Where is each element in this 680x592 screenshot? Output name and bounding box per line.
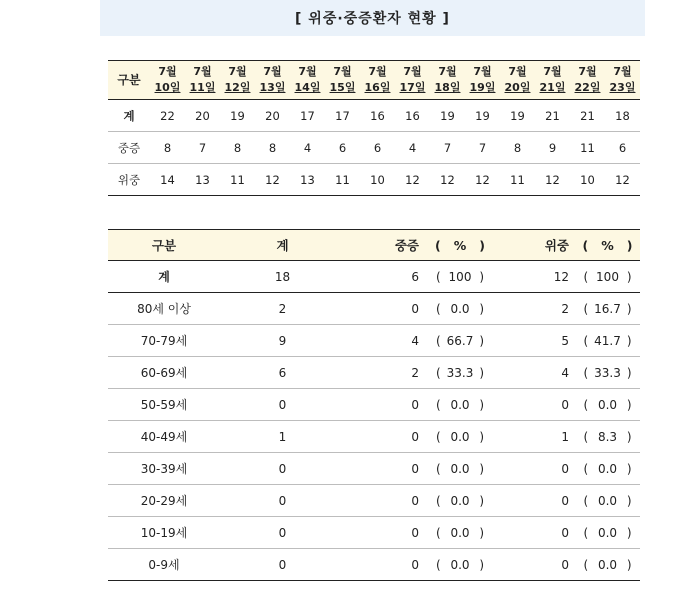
pct-close: ) bbox=[479, 269, 484, 284]
date-month: 7월 bbox=[263, 65, 282, 78]
pct-close: ) bbox=[479, 429, 484, 444]
daily-date-header bbox=[185, 61, 220, 100]
date-month: 7월 bbox=[578, 65, 597, 78]
daily-cell: 6 bbox=[325, 132, 360, 164]
age-category: 0-9세 bbox=[108, 549, 220, 581]
date-month: 7월 bbox=[333, 65, 352, 78]
date-month: 7월 bbox=[403, 65, 422, 78]
pct-value: 0.0 bbox=[450, 493, 470, 508]
date-day: 15일 bbox=[329, 81, 356, 94]
daily-cell: 12 bbox=[430, 164, 465, 196]
daily-date-header bbox=[325, 61, 360, 100]
age-critical: 5 bbox=[495, 325, 575, 357]
daily-cell: 12 bbox=[605, 164, 640, 196]
pct-value: 0.0 bbox=[597, 493, 618, 508]
pct-open: ( bbox=[583, 461, 589, 476]
daily-cell: 22 bbox=[150, 100, 185, 132]
age-severe: 0 bbox=[345, 389, 425, 421]
page-title bbox=[100, 0, 645, 36]
age-group-table bbox=[108, 229, 640, 581]
age-severe-pct bbox=[425, 485, 495, 517]
age-severe-pct bbox=[425, 261, 495, 293]
age-category: 80세 이상 bbox=[108, 293, 220, 325]
age-severe: 0 bbox=[345, 549, 425, 581]
pct-close: ) bbox=[626, 237, 633, 253]
pct-close: ) bbox=[626, 333, 632, 348]
pct-value: 0.0 bbox=[597, 525, 618, 540]
age-severe: 0 bbox=[345, 453, 425, 485]
pct-open: ( bbox=[436, 397, 441, 412]
age-header-total: 계 bbox=[220, 230, 345, 261]
age-critical-pct bbox=[575, 421, 640, 453]
daily-cell: 7 bbox=[430, 132, 465, 164]
pct-value: 41.7 bbox=[594, 333, 621, 348]
pct-open: ( bbox=[583, 269, 589, 284]
daily-cell: 10 bbox=[570, 164, 605, 196]
age-critical: 2 bbox=[495, 293, 575, 325]
age-header-severe-pct bbox=[425, 230, 495, 261]
daily-cell: 19 bbox=[220, 100, 255, 132]
pct-close: ) bbox=[626, 429, 632, 444]
pct-value: 33.3 bbox=[446, 365, 474, 380]
age-total: 2 bbox=[220, 293, 345, 325]
age-critical-pct bbox=[575, 261, 640, 293]
pct-value: 0.0 bbox=[597, 397, 618, 412]
daily-cell: 17 bbox=[325, 100, 360, 132]
pct-value: 16.7 bbox=[594, 301, 621, 316]
daily-cell: 17 bbox=[290, 100, 325, 132]
pct-value: 0.0 bbox=[450, 557, 470, 572]
daily-date-header bbox=[255, 61, 290, 100]
age-severe-pct bbox=[425, 517, 495, 549]
date-day: 19일 bbox=[469, 81, 496, 94]
date-month: 7월 bbox=[158, 65, 177, 78]
date-month: 7월 bbox=[473, 65, 492, 78]
daily-cell: 20 bbox=[185, 100, 220, 132]
age-row bbox=[108, 549, 640, 581]
age-total: 0 bbox=[220, 517, 345, 549]
age-critical: 1 bbox=[495, 421, 575, 453]
age-row bbox=[108, 517, 640, 549]
age-severe-pct bbox=[425, 325, 495, 357]
pct-close: ) bbox=[479, 301, 484, 316]
date-day: 20일 bbox=[504, 81, 531, 94]
daily-date-header bbox=[220, 61, 255, 100]
pct-open: ( bbox=[436, 301, 441, 316]
pct-value: 8.3 bbox=[597, 429, 618, 444]
daily-cell: 12 bbox=[535, 164, 570, 196]
daily-cell: 21 bbox=[535, 100, 570, 132]
daily-cell: 11 bbox=[220, 164, 255, 196]
age-header-critical-pct bbox=[575, 230, 640, 261]
daily-date-header bbox=[395, 61, 430, 100]
pct-open: ( bbox=[583, 333, 589, 348]
pct-close: ) bbox=[626, 365, 632, 380]
age-severe: 2 bbox=[345, 357, 425, 389]
daily-row-label: 위중 bbox=[108, 164, 150, 196]
age-header-category: 구분 bbox=[108, 230, 220, 261]
daily-date-header bbox=[605, 61, 640, 100]
age-total: 18 bbox=[220, 261, 345, 293]
date-month: 7월 bbox=[298, 65, 317, 78]
pct-open: ( bbox=[583, 397, 589, 412]
pct-open: ( bbox=[583, 365, 589, 380]
age-total: 0 bbox=[220, 549, 345, 581]
age-row bbox=[108, 389, 640, 421]
date-day: 22일 bbox=[574, 81, 601, 94]
pct-close: ) bbox=[626, 301, 632, 316]
pct-value: 100 bbox=[596, 269, 619, 284]
age-total: 9 bbox=[220, 325, 345, 357]
age-total: 0 bbox=[220, 485, 345, 517]
pct-open: ( bbox=[436, 429, 441, 444]
daily-date-header bbox=[465, 61, 500, 100]
daily-date-header bbox=[500, 61, 535, 100]
daily-cell: 12 bbox=[255, 164, 290, 196]
age-severe-pct bbox=[425, 357, 495, 389]
age-row bbox=[108, 357, 640, 389]
age-critical-pct bbox=[575, 549, 640, 581]
daily-cell: 16 bbox=[360, 100, 395, 132]
age-category: 60-69세 bbox=[108, 357, 220, 389]
date-month: 7월 bbox=[543, 65, 562, 78]
daily-cell: 12 bbox=[465, 164, 500, 196]
pct-value: 0.0 bbox=[450, 461, 470, 476]
date-day: 16일 bbox=[364, 81, 391, 94]
age-total: 0 bbox=[220, 389, 345, 421]
daily-cell: 11 bbox=[325, 164, 360, 196]
daily-date-header bbox=[290, 61, 325, 100]
daily-cell: 14 bbox=[150, 164, 185, 196]
daily-cell: 6 bbox=[605, 132, 640, 164]
daily-cell: 9 bbox=[535, 132, 570, 164]
daily-cell: 10 bbox=[360, 164, 395, 196]
date-month: 7월 bbox=[228, 65, 247, 78]
pct-open: ( bbox=[583, 525, 589, 540]
daily-cell: 4 bbox=[395, 132, 430, 164]
age-critical: 0 bbox=[495, 453, 575, 485]
pct-value: 0.0 bbox=[450, 429, 470, 444]
date-month: 7월 bbox=[438, 65, 457, 78]
pct-open: ( bbox=[436, 493, 441, 508]
pct-open: ( bbox=[436, 525, 441, 540]
age-critical-pct bbox=[575, 325, 640, 357]
pct-close: ) bbox=[479, 525, 484, 540]
age-severe: 4 bbox=[345, 325, 425, 357]
date-day: 10일 bbox=[154, 81, 181, 94]
age-severe: 0 bbox=[345, 485, 425, 517]
daily-cell: 6 bbox=[360, 132, 395, 164]
pct-value: 100 bbox=[448, 269, 472, 284]
daily-cell: 8 bbox=[220, 132, 255, 164]
age-total: 6 bbox=[220, 357, 345, 389]
pct-close: ) bbox=[479, 365, 484, 380]
date-month: 7월 bbox=[613, 65, 632, 78]
age-category: 50-59세 bbox=[108, 389, 220, 421]
daily-row-label: 계 bbox=[108, 100, 150, 132]
daily-row-label: 중증 bbox=[108, 132, 150, 164]
age-total: 0 bbox=[220, 453, 345, 485]
age-severe-pct bbox=[425, 453, 495, 485]
daily-corner-header: 구분 bbox=[108, 61, 150, 100]
daily-cell: 16 bbox=[395, 100, 430, 132]
daily-cell: 7 bbox=[185, 132, 220, 164]
age-critical-pct bbox=[575, 293, 640, 325]
pct-open: ( bbox=[583, 429, 589, 444]
daily-cell: 12 bbox=[395, 164, 430, 196]
age-row bbox=[108, 485, 640, 517]
pct-open: ( bbox=[583, 301, 589, 316]
age-row bbox=[108, 453, 640, 485]
pct-open: ( bbox=[436, 269, 441, 284]
daily-cell: 13 bbox=[290, 164, 325, 196]
age-category: 40-49세 bbox=[108, 421, 220, 453]
age-critical: 0 bbox=[495, 389, 575, 421]
date-day: 23일 bbox=[609, 81, 636, 94]
pct-open: ( bbox=[436, 461, 441, 476]
daily-cell: 4 bbox=[290, 132, 325, 164]
age-severe: 0 bbox=[345, 421, 425, 453]
pct-open: ( bbox=[435, 237, 441, 253]
daily-cell: 8 bbox=[255, 132, 290, 164]
date-day: 11일 bbox=[189, 81, 216, 94]
age-category: 계 bbox=[108, 261, 220, 293]
age-severe-pct bbox=[425, 389, 495, 421]
age-critical: 4 bbox=[495, 357, 575, 389]
pct-close: ) bbox=[626, 557, 632, 572]
age-severe-pct bbox=[425, 421, 495, 453]
daily-cell: 11 bbox=[570, 132, 605, 164]
age-row bbox=[108, 261, 640, 293]
pct-close: ) bbox=[626, 493, 632, 508]
pct-close: ) bbox=[479, 397, 484, 412]
age-severe: 0 bbox=[345, 517, 425, 549]
pct-close: ) bbox=[626, 461, 632, 476]
age-severe: 6 bbox=[345, 261, 425, 293]
date-day: 21일 bbox=[539, 81, 566, 94]
age-severe-pct bbox=[425, 293, 495, 325]
age-row bbox=[108, 293, 640, 325]
age-header-row bbox=[108, 230, 640, 261]
daily-status-table bbox=[108, 60, 640, 196]
daily-date-header bbox=[150, 61, 185, 100]
daily-cell: 19 bbox=[500, 100, 535, 132]
pct-open: ( bbox=[436, 365, 441, 380]
pct-value: 33.3 bbox=[594, 365, 621, 380]
date-month: 7월 bbox=[193, 65, 212, 78]
date-day: 17일 bbox=[399, 81, 426, 94]
pct-open: ( bbox=[436, 557, 441, 572]
pct-close: ) bbox=[479, 493, 484, 508]
daily-cell: 20 bbox=[255, 100, 290, 132]
date-month: 7월 bbox=[508, 65, 527, 78]
pct-sign: % bbox=[453, 237, 467, 253]
pct-value: 66.7 bbox=[446, 333, 474, 348]
daily-cell: 8 bbox=[500, 132, 535, 164]
date-day: 13일 bbox=[259, 81, 286, 94]
daily-cell: 19 bbox=[465, 100, 500, 132]
age-critical-pct bbox=[575, 453, 640, 485]
daily-cell: 21 bbox=[570, 100, 605, 132]
daily-cell: 7 bbox=[465, 132, 500, 164]
pct-close: ) bbox=[626, 269, 632, 284]
age-severe: 0 bbox=[345, 293, 425, 325]
age-header-severe: 중증 bbox=[345, 230, 425, 261]
date-day: 12일 bbox=[224, 81, 251, 94]
daily-cell: 13 bbox=[185, 164, 220, 196]
daily-cell: 8 bbox=[150, 132, 185, 164]
age-critical-pct bbox=[575, 517, 640, 549]
daily-date-header bbox=[430, 61, 465, 100]
pct-open: ( bbox=[436, 333, 441, 348]
daily-row bbox=[108, 100, 640, 132]
age-severe-pct bbox=[425, 549, 495, 581]
age-category: 20-29세 bbox=[108, 485, 220, 517]
daily-cell: 11 bbox=[500, 164, 535, 196]
pct-close: ) bbox=[479, 333, 484, 348]
daily-row bbox=[108, 164, 640, 196]
age-critical-pct bbox=[575, 357, 640, 389]
age-row bbox=[108, 325, 640, 357]
pct-open: ( bbox=[582, 237, 589, 253]
age-critical-pct bbox=[575, 389, 640, 421]
pct-close: ) bbox=[626, 525, 632, 540]
age-critical: 0 bbox=[495, 485, 575, 517]
pct-open: ( bbox=[583, 493, 589, 508]
date-day: 18일 bbox=[434, 81, 461, 94]
daily-cell: 19 bbox=[430, 100, 465, 132]
pct-value: 0.0 bbox=[597, 557, 618, 572]
age-category: 30-39세 bbox=[108, 453, 220, 485]
pct-value: 0.0 bbox=[597, 461, 618, 476]
pct-close: ) bbox=[479, 237, 485, 253]
pct-open: ( bbox=[583, 557, 589, 572]
age-row bbox=[108, 421, 640, 453]
pct-close: ) bbox=[626, 397, 632, 412]
daily-date-header bbox=[570, 61, 605, 100]
page-title-text: [ 위중·중증환자 현황 ] bbox=[295, 11, 450, 27]
pct-close: ) bbox=[479, 461, 484, 476]
daily-date-header bbox=[360, 61, 395, 100]
daily-row bbox=[108, 132, 640, 164]
date-month: 7월 bbox=[368, 65, 387, 78]
daily-header-row bbox=[108, 61, 640, 100]
age-category: 10-19세 bbox=[108, 517, 220, 549]
age-critical: 0 bbox=[495, 517, 575, 549]
age-total: 1 bbox=[220, 421, 345, 453]
age-critical: 12 bbox=[495, 261, 575, 293]
daily-cell: 18 bbox=[605, 100, 640, 132]
pct-value: 0.0 bbox=[450, 525, 470, 540]
age-critical-pct bbox=[575, 485, 640, 517]
pct-value: 0.0 bbox=[450, 301, 470, 316]
pct-sign: % bbox=[601, 237, 614, 253]
pct-value: 0.0 bbox=[450, 397, 470, 412]
age-category: 70-79세 bbox=[108, 325, 220, 357]
age-critical: 0 bbox=[495, 549, 575, 581]
age-header-critical: 위중 bbox=[495, 230, 575, 261]
date-day: 14일 bbox=[294, 81, 321, 94]
daily-date-header bbox=[535, 61, 570, 100]
pct-close: ) bbox=[479, 557, 484, 572]
